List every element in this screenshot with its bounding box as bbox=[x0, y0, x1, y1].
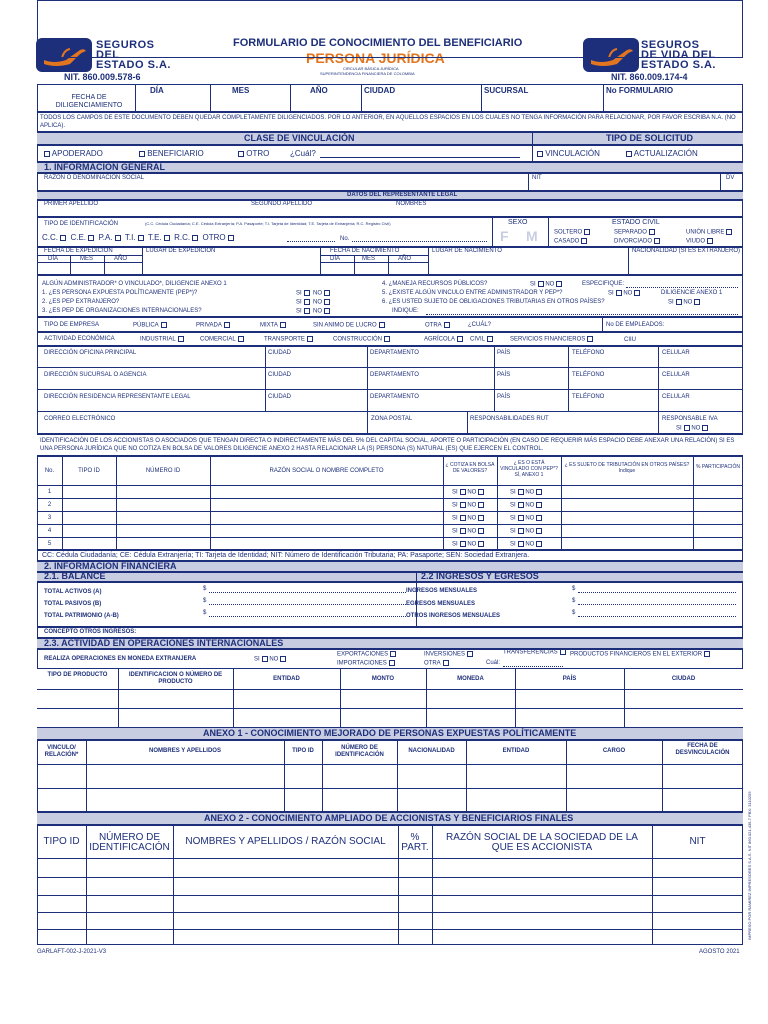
a1-h-vinculo: VINCULO/ RELACIÓN* bbox=[44, 745, 79, 758]
pep-q3: 3. ¿ES PEP DE ORGANIZACIONES INTERNACIONALES? bbox=[42, 308, 202, 314]
construccion-label: CONSTRUCCIÓN bbox=[333, 336, 382, 343]
sucursal-label: SUCURSAL bbox=[484, 86, 529, 95]
pep-q2-si-checkbox[interactable] bbox=[304, 299, 310, 305]
pep-q5-answer[interactable]: SI NO bbox=[608, 290, 640, 297]
egresos-input[interactable] bbox=[578, 604, 736, 605]
mixta-option[interactable] bbox=[260, 322, 286, 329]
cual-input[interactable] bbox=[320, 157, 520, 158]
acc-r5-pep[interactable]: SI NO bbox=[510, 541, 542, 548]
iva-si-checkbox[interactable] bbox=[684, 425, 690, 431]
pep-q1-no-checkbox[interactable] bbox=[324, 290, 330, 296]
accionistas-intro: IDENTIFICACIÓN DE LOS ACCIONISTAS O ASOCIADOS QUE TENGAN DIRECTA O INDIRECTAMENTE MÁS DEL 5% DEL CAPITAL SOCIAL, APORTE O PARTICIPACIÓN (EN CASO DE REQUERIR MÁS ESPACIO DEBE ANEXAR UNA RELACIÓN) SI ES UNA PERSONA JURÍDICA QUE NO COTIZA EN BOLSA DE VALORES DILIGENCIE ANEXO 2 HASTA RELACIONAR LA (S) PERSONA (S) NATURAL (ES) QUE EJERCEN EL CONTROL. bbox=[40, 438, 735, 452]
servicios-label: SERVICIOS FINANCIEROS bbox=[510, 336, 586, 343]
privada-label: PRIVADA bbox=[196, 322, 222, 329]
acc-r4-cotiza[interactable]: SI NO bbox=[452, 528, 484, 535]
fecha-label: FECHA DE DILIGENCIAMIENTO bbox=[55, 94, 123, 109]
civil-option[interactable] bbox=[470, 336, 493, 343]
addr-row1-pais: PAÍS bbox=[497, 350, 511, 356]
productos-table bbox=[37, 0, 743, 61]
indique-input[interactable] bbox=[426, 314, 738, 315]
pep-header: ALGÚN ADMINISTRADOR* O VINCULADO*, DILIGENCIE ANEXO 1 bbox=[42, 281, 227, 287]
privada-option[interactable] bbox=[196, 322, 230, 329]
id-otro-checkbox[interactable] bbox=[228, 235, 234, 241]
right-company-line2: DE VIDA DEL bbox=[641, 49, 716, 61]
pep-q5-si-checkbox[interactable] bbox=[616, 290, 622, 296]
transferencias-option[interactable]: TRANSFERENCIAS bbox=[503, 649, 566, 656]
no-formulario-label: No FORMULARIO bbox=[606, 86, 674, 95]
union-libre-label: UNIÓN LIBRE bbox=[686, 229, 725, 236]
acc-row-3: 3 bbox=[47, 515, 52, 521]
acc-r2-cotiza[interactable]: SI NO bbox=[452, 502, 484, 509]
otros-input[interactable] bbox=[578, 616, 736, 617]
instructions-text: TODOS LOS CAMPOS DE ESTE DOCUMENTO DEBEN QUEDAR COMPLETAMENTE DILIGENCIADOS. POR LO ANTERIOR, EN AQUELLOS ESPACIOS EN LOS CUALES NO TENGA INFORMACIÓN PARA RELACIONAR, POR FAVOR ESCRIBA N.A. (NO APLICA). bbox=[40, 115, 736, 129]
pep-q3-si-checkbox[interactable] bbox=[304, 308, 310, 314]
a1-h-numero: NÚMERO DE IDENTIFICACIÓN bbox=[335, 745, 384, 758]
otra-empresa-option[interactable] bbox=[425, 322, 450, 329]
empleados-label: No DE EMPLEADOS: bbox=[606, 322, 665, 328]
acc-row-4: 4 bbox=[47, 528, 52, 534]
otro-option[interactable] bbox=[236, 150, 269, 158]
comercial-option[interactable] bbox=[200, 336, 244, 343]
addr-row2-depto: DEPARTAMENTO bbox=[370, 372, 419, 378]
privada-checkbox[interactable] bbox=[224, 322, 230, 328]
addr-row1-tel: TELÉFONO bbox=[572, 350, 605, 356]
publica-option[interactable] bbox=[133, 322, 167, 329]
id-pa-label: P.A. bbox=[98, 233, 113, 242]
prod-h-entidad: ENTIDAD bbox=[273, 676, 300, 682]
circular-text: CIRCULAR BÁSICA JURÍDICA bbox=[343, 66, 399, 71]
mixta-label: MIXTA bbox=[260, 322, 278, 329]
activos-label: TOTAL ACTIVOS (A) bbox=[44, 589, 102, 595]
nac-mes: MES bbox=[362, 256, 376, 262]
publica-checkbox[interactable] bbox=[161, 322, 167, 328]
left-company-line1: SEGUROS bbox=[96, 39, 155, 51]
sexo-f-option[interactable]: F bbox=[500, 228, 509, 244]
servicios-checkbox[interactable] bbox=[587, 336, 593, 342]
viudo-checkbox[interactable] bbox=[707, 238, 713, 244]
divorciado-option[interactable] bbox=[614, 238, 660, 245]
cual-op-input[interactable] bbox=[503, 666, 563, 667]
transporte-checkbox[interactable] bbox=[307, 336, 313, 342]
a2-h-nombres: NOMBRES Y APELLIDOS / RAZÓN SOCIAL bbox=[185, 836, 386, 847]
addr-row1-label: DIRECCIÓN OFICINA PRINCIPAL bbox=[44, 350, 137, 356]
importaciones-option[interactable]: IMPORTACIONES bbox=[337, 660, 395, 667]
apoderado-label: APODERADO bbox=[51, 149, 103, 158]
prod-h-ciudad: CIUDAD bbox=[671, 676, 696, 682]
servicios-option[interactable] bbox=[510, 336, 593, 343]
ciiu-label: CIIU bbox=[624, 337, 636, 343]
id-ce-checkbox[interactable] bbox=[88, 235, 94, 241]
productos-ext-option[interactable]: PRODUCTOS FINANCIEROS EN EL EXTERIOR bbox=[570, 651, 710, 658]
id-ti-checkbox[interactable] bbox=[138, 235, 144, 241]
divorciado-label: DIVORCIADO bbox=[614, 238, 653, 245]
prod-h-pais: PAÍS bbox=[562, 676, 577, 682]
a2-h-numero: NÚMERO DE IDENTIFICACIÓN bbox=[89, 832, 170, 853]
nit-label: NIT bbox=[532, 175, 542, 181]
acc-r5-cotiza[interactable]: SI NO bbox=[452, 541, 484, 548]
balance-title: 2.1. BALANCE bbox=[44, 571, 106, 581]
actualizacion-label: ACTUALIZACIÓN bbox=[633, 149, 698, 158]
casado-checkbox[interactable] bbox=[581, 238, 587, 244]
cual-label: ¿Cuál? bbox=[290, 149, 316, 158]
printer-side-text: IMPRESO POR RAMIREZ IMPRESORES S.A.S. NIT 860.021.435-7 PBX: 3110255 bbox=[747, 791, 752, 940]
casado-label: CASADO bbox=[554, 238, 580, 245]
form-date: AGOSTO 2021 bbox=[699, 949, 740, 955]
otra-op-option[interactable]: OTRA bbox=[424, 660, 449, 667]
anio-label: AÑO bbox=[310, 86, 328, 95]
id-ce-label: C.E. bbox=[70, 233, 87, 242]
egresos-currency: $ bbox=[572, 598, 576, 604]
pep-q2: 2. ¿ES PEP EXTRANJERO? bbox=[42, 299, 120, 305]
ingresos-title: 2.2 INGRESOS Y EGRESOS bbox=[421, 571, 539, 581]
actualizacion-checkbox[interactable] bbox=[626, 151, 632, 157]
nombres-label: NOMBRES bbox=[396, 201, 427, 207]
zona-postal-label: ZONA POSTAL bbox=[371, 416, 413, 422]
patrimonio-input[interactable] bbox=[209, 616, 406, 617]
otro-checkbox[interactable] bbox=[238, 151, 244, 157]
acc-r2-pep[interactable]: SI NO bbox=[510, 502, 542, 509]
apoderado-option[interactable] bbox=[42, 150, 103, 158]
pep-q1-si-checkbox[interactable] bbox=[304, 290, 310, 296]
lugar-nacimiento-label: LUGAR DE NACIMIENTO bbox=[432, 248, 502, 254]
realiza-label: REALIZA OPERACIONES EN MONEDA EXTRANJERA bbox=[44, 656, 197, 662]
concepto-label: CONCEPTO OTROS INGRESOS: bbox=[44, 629, 137, 635]
separado-checkbox[interactable] bbox=[649, 229, 655, 235]
beneficiario-label: BENEFICIARIO bbox=[147, 149, 204, 158]
primer-apellido-label: PRIMER APELLIDO bbox=[44, 201, 99, 207]
pep-q1: 1. ¿ES PERSONA EXPUESTA POLÍTICAMENTE (PEP*)? bbox=[42, 290, 198, 296]
addr-row2-ciudad: CIUDAD bbox=[268, 372, 292, 378]
agricola-checkbox[interactable] bbox=[457, 336, 463, 342]
industrial-label: INDUSTRIAL bbox=[140, 336, 176, 343]
right-nit: NIT. 860.009.174-4 bbox=[611, 72, 688, 82]
concepto-row bbox=[37, 627, 743, 638]
pep-q5-no-checkbox[interactable] bbox=[634, 290, 640, 296]
otro-id-input[interactable] bbox=[287, 241, 335, 242]
indique-label: INDIQUE: bbox=[392, 308, 419, 314]
viudo-label: VIUDO bbox=[686, 238, 706, 245]
otros-currency: $ bbox=[572, 610, 576, 616]
acc-r1-pep[interactable]: SI NO bbox=[510, 489, 542, 496]
casado-option[interactable] bbox=[554, 238, 587, 245]
a1-h-cargo: CARGO bbox=[602, 748, 626, 754]
soltero-option[interactable] bbox=[554, 229, 590, 236]
apoderado-checkbox[interactable] bbox=[44, 151, 50, 157]
financiera-title: 2. INFORMACIÓN FINANCIERA bbox=[44, 561, 177, 571]
separado-label: SEPARADO bbox=[614, 229, 647, 236]
left-company-line2: DEL bbox=[96, 49, 120, 61]
pep-q4-si-checkbox[interactable] bbox=[538, 281, 544, 287]
addr-row3-ciudad: CIUDAD bbox=[268, 394, 292, 400]
superintendencia-text: SUPERINTENDENCIA FINANCIERA DE COLOMBIA bbox=[320, 71, 415, 76]
publica-label: PÚBLICA bbox=[133, 322, 159, 329]
id-rc-label: R.C. bbox=[174, 233, 191, 242]
a2-h-nit: NIT bbox=[689, 836, 706, 847]
acc-row-2: 2 bbox=[47, 502, 52, 508]
right-company-line3: ESTADO S.A. bbox=[641, 59, 716, 71]
exportaciones-checkbox[interactable] bbox=[390, 651, 396, 657]
pep-q2-no-checkbox[interactable] bbox=[324, 299, 330, 305]
pep-q4-answer[interactable]: SI NO bbox=[530, 281, 562, 288]
prod-h-tipo: TIPO DE PRODUCTO bbox=[47, 672, 108, 678]
addr-row3-depto: DEPARTAMENTO bbox=[370, 394, 419, 400]
acc-h-pep: ¿ ES O ESTÁ VINCULADO CON PEP*? SÍ, ANEXO 1 bbox=[500, 460, 558, 478]
otros-ingresos-label: OTROS INGRESOS MENSUALES bbox=[406, 613, 501, 619]
anexo2-title: ANEXO 2 - CONOCIMIENTO AMPLIADO DE ACCIONISTAS Y BENEFICIARIOS FINALES bbox=[204, 813, 574, 823]
pep-q4: 4. ¿MANEJA RECURSOS PÚBLICOS? bbox=[382, 281, 488, 287]
addr-row2-cel: CELULAR bbox=[662, 372, 690, 378]
diligencie-anexo-label: DILIGENCIE ANEXO 1 bbox=[661, 290, 723, 296]
internacional-title: 2.3. ACTIVIDAD EN OPERACIONES INTERNACIONALES bbox=[44, 638, 284, 648]
right-company-line1: SEGUROS bbox=[641, 39, 700, 51]
patrimonio-currency: $ bbox=[203, 610, 207, 616]
inversiones-checkbox[interactable] bbox=[467, 651, 473, 657]
id-cc-label: C.C. bbox=[42, 233, 58, 242]
soltero-checkbox[interactable] bbox=[584, 229, 590, 235]
nac-dia: DÍA bbox=[330, 256, 341, 262]
otra-empresa-label: OTRA bbox=[425, 322, 442, 329]
a2-h-tipoid: TIPO ID bbox=[43, 836, 80, 847]
realiza-answer[interactable]: SI NO bbox=[254, 656, 286, 663]
beneficiario-checkbox[interactable] bbox=[139, 151, 145, 157]
construccion-checkbox[interactable] bbox=[384, 336, 390, 342]
a2-h-part: % PART. bbox=[401, 832, 429, 853]
id-type-options[interactable] bbox=[42, 234, 234, 242]
tipo-id-note: (C.C. Cédula Ciudadanía; C.E. Cédula Extranjería; P.A. Pasaporte; T.I. Tarjeta de Identidad; T.E. Tarjeta de Extranjería; R.C. Registro Civil) bbox=[145, 221, 391, 226]
beneficiario-option[interactable] bbox=[137, 150, 204, 158]
acc-h-cotiza: ¿ COTIZA EN BOLSA DE VALORES? bbox=[445, 462, 495, 474]
acc-h-numero: NÚMERO ID bbox=[145, 468, 181, 474]
pep-q3-no-checkbox[interactable] bbox=[324, 308, 330, 314]
ciudad-label: CIUDAD bbox=[364, 86, 396, 95]
vinculacion-checkbox[interactable] bbox=[537, 151, 543, 157]
a1-h-nombres: NOMBRES Y APELLIDOS bbox=[149, 748, 221, 754]
anexo1-title: ANEXO 1 - CONOCIMIENTO MEJORADO DE PERSONAS EXPUESTAS POLÍTICAMENTE bbox=[203, 728, 577, 738]
comercial-label: COMERCIAL bbox=[200, 336, 236, 343]
addr-row1-cel: CELULAR bbox=[662, 350, 690, 356]
dv-label: DV bbox=[726, 175, 735, 181]
segundo-apellido-label: SEGUNDO APELLIDO bbox=[251, 201, 313, 207]
transferencias-checkbox[interactable] bbox=[560, 649, 566, 655]
vinculacion-label: VINCULACIÓN bbox=[545, 149, 600, 158]
razon-label: RAZÓN O DENOMINACIÓN SOCIAL bbox=[44, 175, 145, 181]
sin-animo-label: SIN ANIMO DE LUCRO bbox=[313, 322, 377, 329]
tipo-solicitud-title: TIPO DE SOLICITUD bbox=[606, 133, 694, 143]
form-title: FORMULARIO DE CONOCIMIENTO DEL BENEFICIARIO bbox=[233, 37, 523, 49]
responsabilidades-label: RESPONSABILIDADES RUT bbox=[470, 416, 549, 422]
a1-h-entidad: ENTIDAD bbox=[502, 748, 530, 754]
productos-ext-checkbox[interactable] bbox=[704, 651, 710, 657]
pep-q6: 6. ¿ES USTED SUJETO DE OBLIGACIONES TRIBUTARIAS EN OTROS PAÍSES? bbox=[382, 299, 605, 305]
acc-h-razon: RAZÓN SOCIAL O NOMBRE COMPLETO bbox=[269, 468, 384, 474]
fecha-nacimiento-label: FECHA DE NACIMIENTO bbox=[330, 248, 400, 254]
acc-h-participacion: % PARTICIPACIÓN bbox=[696, 464, 740, 470]
agricola-option[interactable] bbox=[424, 336, 463, 343]
id-ti-label: T.I. bbox=[124, 233, 136, 242]
rep-legal-title: DATOS DEL REPRESENTANTE LEGAL bbox=[347, 192, 458, 198]
id-te-checkbox[interactable] bbox=[164, 235, 170, 241]
egresos-label: EGRESOS MENSUALES bbox=[406, 601, 476, 607]
addr-row3-label: DIRECCIÓN RESIDENCIA REPRESENTANTE LEGAL bbox=[44, 394, 191, 400]
acc-r1-cotiza[interactable]: SI NO bbox=[452, 489, 484, 496]
a1-h-tipoid: TIPO ID bbox=[292, 748, 314, 754]
acc-h-tributacion: ¿ ES SUJETO DE TRIBUTACIÓN EN OTROS PAÍSES? Indique bbox=[564, 462, 690, 474]
otro-label: OTRO bbox=[246, 149, 270, 158]
left-nit: NIT. 860.009.578-6 bbox=[64, 72, 141, 82]
industrial-option[interactable] bbox=[140, 336, 184, 343]
separado-option[interactable] bbox=[614, 229, 655, 236]
a2-h-razon: RAZÓN SOCIAL DE LA SOCIEDAD DE LA QUE ES ACCIONISTA bbox=[446, 832, 638, 853]
prod-h-moneda: MONEDA bbox=[457, 676, 484, 682]
activos-input[interactable] bbox=[209, 592, 406, 593]
transporte-label: TRANSPORTE bbox=[264, 336, 305, 343]
addr-row1-depto: DEPARTAMENTO bbox=[370, 350, 419, 356]
acc-row-1: 1 bbox=[47, 489, 52, 495]
fecha-expedicion-label: FECHA DE EXPEDICIÓN bbox=[44, 248, 113, 254]
realiza-no-checkbox[interactable] bbox=[280, 656, 286, 662]
agricola-label: AGRÍCOLA bbox=[424, 336, 456, 343]
acc-h-no: No. bbox=[44, 468, 55, 474]
iva-no-checkbox[interactable] bbox=[702, 425, 708, 431]
id-rc-checkbox[interactable] bbox=[192, 235, 198, 241]
id-number-input[interactable] bbox=[352, 241, 487, 242]
civil-label: CIVIL bbox=[470, 336, 486, 343]
sin-animo-checkbox[interactable] bbox=[379, 322, 385, 328]
id-legend: CC: Cédula Ciudadanía; CE: Cédula Extranjería; TI: Tarjeta de Identidad; NIT: Número de Identificación Tributaria; PA: Pasaporte; SEN: Sociedad Extranjera. bbox=[42, 552, 530, 559]
left-company-line3: ESTADO S.A. bbox=[96, 59, 171, 71]
pep-q6-si-checkbox[interactable] bbox=[676, 299, 682, 305]
acc-r3-pep[interactable]: SI NO bbox=[510, 515, 542, 522]
id-cc-checkbox[interactable] bbox=[60, 235, 66, 241]
comercial-checkbox[interactable] bbox=[238, 336, 244, 342]
sexo-label: SEXO bbox=[508, 219, 528, 226]
nac-anio: AÑO bbox=[398, 256, 412, 262]
soltero-label: SOLTERO bbox=[554, 229, 583, 236]
tipo-id-label: TIPO DE IDENTIFICACIÓN bbox=[44, 221, 119, 227]
names-row bbox=[37, 200, 743, 217]
exportaciones-option[interactable]: EXPORTACIONES bbox=[337, 651, 396, 658]
otra-empresa-checkbox[interactable] bbox=[444, 322, 450, 328]
info-general-title: 1. INFORMACIÓN GENERAL bbox=[44, 162, 166, 172]
addr-row3-tel: TELÉFONO bbox=[572, 394, 605, 400]
lugar-expedicion-label: LUGAR DE EXPEDICIÓN bbox=[146, 248, 216, 254]
sexo-m-option[interactable]: M bbox=[526, 228, 538, 244]
ingresos-currency: $ bbox=[572, 586, 576, 592]
viudo-option[interactable] bbox=[686, 238, 713, 245]
exp-dia: DÍA bbox=[48, 256, 59, 262]
inversiones-option[interactable]: INVERSIONES bbox=[424, 651, 473, 658]
addr-row3-pais: PAÍS bbox=[497, 394, 511, 400]
cual-op-label: Cuál: bbox=[486, 660, 501, 666]
ingresos-label: INGRESOS MENSUALES bbox=[406, 588, 478, 594]
tipo-empresa-label: TIPO DE EMPRESA bbox=[44, 322, 100, 328]
pasivos-currency: $ bbox=[203, 598, 207, 604]
transporte-option[interactable] bbox=[264, 336, 313, 343]
pep-q4-no-checkbox[interactable] bbox=[556, 281, 562, 287]
especifique-label: ESPECIFIQUE: bbox=[582, 281, 625, 287]
a1-h-fecha: FECHA DE DESVINCULACIÓN bbox=[675, 743, 730, 756]
mixta-checkbox[interactable] bbox=[280, 322, 286, 328]
responsable-iva-label: RESPONSABLE IVA bbox=[662, 416, 718, 422]
vinculacion-option[interactable] bbox=[535, 150, 600, 158]
vinculacion-title: CLASE DE VINCULACIÓN bbox=[244, 133, 355, 143]
acc-h-tipo: TIPO ID bbox=[78, 468, 100, 474]
addr-row3-cel: CELULAR bbox=[662, 394, 690, 400]
especifique-input[interactable] bbox=[626, 287, 738, 288]
prod-h-id: IDENTIFICACION O NÚMERO DE PRODUCTO bbox=[128, 672, 223, 685]
estado-civil-label: ESTADO CIVIL bbox=[612, 219, 660, 226]
addr-row2-label: DIRECCIÓN SUCURSAL O AGENCIA bbox=[44, 372, 147, 378]
sin-animo-option[interactable] bbox=[313, 322, 385, 329]
exp-anio: AÑO bbox=[114, 256, 128, 262]
realiza-si-checkbox[interactable] bbox=[262, 656, 268, 662]
balance-band bbox=[37, 572, 743, 582]
divorciado-checkbox[interactable] bbox=[654, 238, 660, 244]
pep-q5: 5. ¿EXISTE ALGÚN VINCULO ENTRE ADMINISTRADOR Y PEP*? bbox=[382, 290, 563, 296]
actualizacion-option[interactable] bbox=[624, 150, 698, 158]
addr-row2-tel: TELÉFONO bbox=[572, 372, 605, 378]
nacionalidad-label: NACIONALIDAD (SI ES EXTRANJERO) bbox=[632, 248, 741, 254]
id-te-label: T.E. bbox=[147, 233, 162, 242]
union-libre-option[interactable] bbox=[686, 229, 732, 236]
pep-q1-answer[interactable]: SI NO bbox=[296, 290, 330, 297]
addr-row1-ciudad: CIUDAD bbox=[268, 350, 292, 356]
acc-row-5: 5 bbox=[47, 541, 52, 547]
iva-answer[interactable]: SI NO bbox=[676, 425, 708, 432]
ingresos-input[interactable] bbox=[578, 592, 736, 593]
id-otro-label: OTRO bbox=[202, 233, 226, 242]
form-code: GARLAFT-002-J-2021-V3 bbox=[37, 949, 107, 955]
dia-label: DÍA bbox=[150, 86, 164, 95]
activos-currency: $ bbox=[203, 586, 207, 592]
patrimonio-label: TOTAL PATRIMONIO (A-B) bbox=[44, 613, 119, 619]
pep-q6-no-checkbox[interactable] bbox=[694, 299, 700, 305]
civil-checkbox[interactable] bbox=[487, 336, 493, 342]
otra-op-checkbox[interactable] bbox=[443, 660, 449, 666]
prod-h-monto: MONTO bbox=[371, 676, 395, 682]
pep-q6-answer[interactable]: SI NO bbox=[668, 299, 700, 306]
exp-mes: MES bbox=[80, 256, 94, 262]
importaciones-checkbox[interactable] bbox=[389, 660, 395, 666]
cual-empresa-label: ¿CUÁL? bbox=[468, 322, 492, 328]
pep-q3-answer[interactable]: SI NO bbox=[296, 308, 330, 315]
pasivos-input[interactable] bbox=[209, 604, 406, 605]
actividad-label: ACTIVIDAD ECONÓMICA bbox=[44, 336, 115, 342]
pep-q2-answer[interactable]: SI NO bbox=[296, 299, 330, 306]
id-no-label: No. bbox=[340, 236, 350, 242]
union-libre-checkbox[interactable] bbox=[726, 229, 732, 235]
correo-label: CORREO ELECTRÓNICO bbox=[44, 416, 116, 422]
a1-h-nacionalidad: NACIONALIDAD bbox=[408, 748, 455, 754]
mes-label: MES bbox=[232, 86, 250, 95]
acc-r4-pep[interactable]: SI NO bbox=[510, 528, 542, 535]
form-subtitle: PERSONA JURÍDICA bbox=[306, 50, 445, 66]
acc-r3-cotiza[interactable]: SI NO bbox=[452, 515, 484, 522]
pasivos-label: TOTAL PASIVOS (B) bbox=[44, 601, 102, 607]
addr-row2-pais: PAÍS bbox=[497, 372, 511, 378]
id-pa-checkbox[interactable] bbox=[115, 235, 121, 241]
industrial-checkbox[interactable] bbox=[178, 336, 184, 342]
construccion-option[interactable] bbox=[333, 336, 390, 343]
